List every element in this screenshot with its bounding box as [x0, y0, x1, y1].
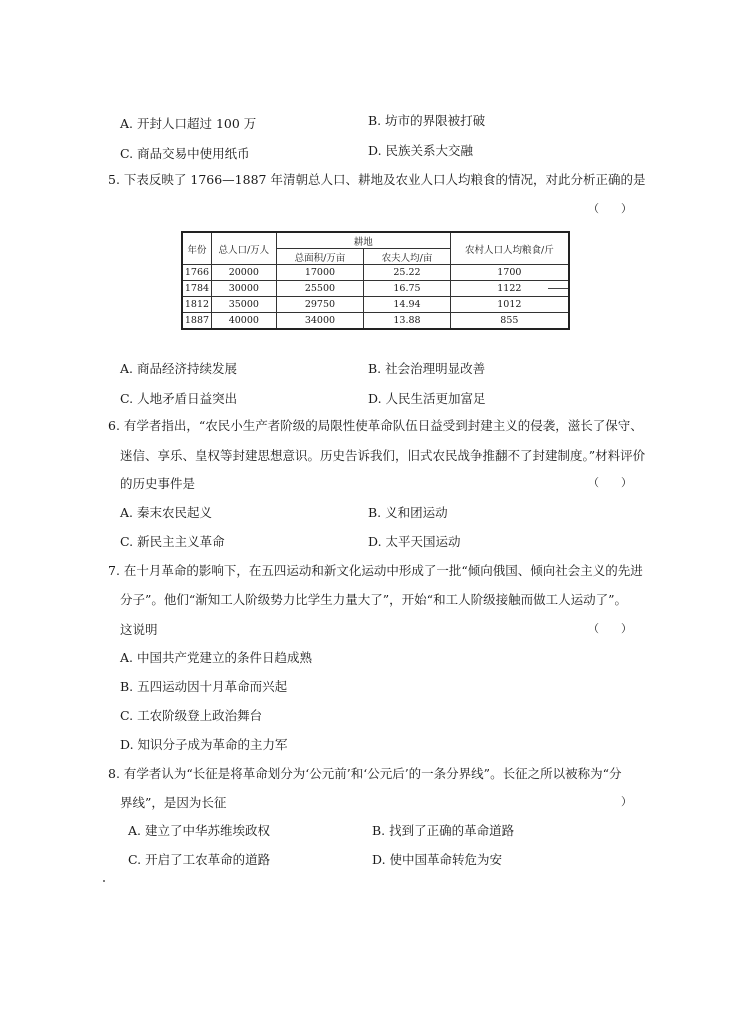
q7-option-d: D. 知识分子成为革命的主力军 [120, 737, 288, 752]
table-cell: 25.22 [364, 265, 451, 281]
q5-answer-paren: （ ） [588, 202, 632, 215]
q6-option-a: A. 秦末农民起义 [120, 505, 212, 520]
table-cell: 1812 [182, 297, 211, 313]
q5-option-b: B. 社会治理明显改善 [368, 361, 486, 376]
table-cell: 17000 [276, 265, 364, 281]
table-row [182, 281, 569, 297]
table-header-year: 年份 [182, 232, 211, 265]
q5-option-a: A. 商品经济持续发展 [120, 361, 237, 376]
q6-stem-line-3: 的历史事件是 [120, 476, 196, 491]
q4-option-d: D. 民族关系大交融 [368, 143, 474, 158]
q7-stem-line-2: 分子”。他们“渐知工人阶级势力比学生力量大了”，开始“和工人阶级接触而做工人运动了”。 [120, 592, 627, 607]
table-cell: 13.88 [364, 313, 451, 330]
q6-option-c: C. 新民主主义革命 [120, 534, 225, 549]
scan-dot [103, 880, 105, 882]
q4-option-a: A. 开封人口超过 100 万 [120, 116, 257, 131]
q8-answer-paren: ） [621, 795, 632, 808]
table-cell: 34000 [276, 313, 364, 330]
table-cell: 16.75 [364, 281, 451, 297]
q7-stem-line-3: 这说明 [120, 622, 158, 637]
q5-data-table [181, 231, 570, 330]
q5-option-c: C. 人地矛盾日益突出 [120, 391, 238, 406]
table-cell: 30000 [211, 281, 276, 297]
table-row [182, 265, 569, 281]
table-header-per-farmer: 农夫人均/亩 [364, 249, 451, 265]
q8-stem-line-2: 界线”，是因为长征 [120, 795, 227, 810]
table-header-grain: 农村人口人均粮食/斤 [450, 232, 569, 265]
table-cell: 1887 [182, 313, 211, 330]
q6-stem-line-1: 6. 有学者指出，“农民小生产者阶级的局限性使革命队伍日益受到封建主义的侵袭，滋长了保守、 [108, 418, 643, 433]
q6-option-d: D. 太平天国运动 [368, 534, 461, 549]
table-cell: 1766 [182, 265, 211, 281]
table-cell: 20000 [211, 265, 276, 281]
q6-stem-line-2: 迷信、享乐、皇权等封建思想意识。历史告诉我们，旧式农民战争推翻不了封建制度。”材料评价 [120, 448, 646, 463]
q8-stem-line-1: 8. 有学者认为“长征是将革命划分为‘公元前’和‘公元后’的一条分界线”。长征之所以被称为“分 [108, 766, 622, 781]
q7-option-b: B. 五四运动因十月革命而兴起 [120, 679, 288, 694]
table-cell: 35000 [211, 297, 276, 313]
table-cell: 1012 [450, 297, 569, 313]
table-cell: 29750 [276, 297, 364, 313]
table-header-population: 总人口/万人 [211, 232, 276, 265]
table-row [182, 297, 569, 313]
table-cell: 14.94 [364, 297, 451, 313]
table-row [182, 313, 569, 330]
table-cell: 25500 [276, 281, 364, 297]
q4-option-b: B. 坊市的界限被打破 [368, 113, 486, 128]
q8-option-c: C. 开启了工农革命的道路 [128, 852, 271, 867]
q7-stem-line-1: 7. 在十月革命的影响下，在五四运动和新文化运动中形成了一批“倾向俄国、倾向社会主义的先进 [108, 563, 643, 578]
scan-mark [548, 288, 568, 289]
q7-option-c: C. 工农阶级登上政治舞台 [120, 708, 263, 723]
q8-option-a: A. 建立了中华苏维埃政权 [128, 823, 270, 838]
q8-option-b: B. 找到了正确的革命道路 [372, 823, 515, 838]
table-cell: 1700 [450, 265, 569, 281]
q7-option-a: A. 中国共产党建立的条件日趋成熟 [120, 650, 312, 665]
q7-answer-paren: （ ） [588, 622, 632, 635]
table-header-farmland: 耕地 [276, 232, 450, 249]
q5-stem: 5. 下表反映了 1766—1887 年清朝总人口、耕地及农业人口人均粮食的情况，对此分析正确的是 [108, 172, 646, 187]
q6-option-b: B. 义和团运动 [368, 505, 448, 520]
q5-option-d: D. 人民生活更加富足 [368, 391, 486, 406]
table-cell: 1122 [450, 281, 569, 297]
table-header-total-area: 总面积/万亩 [276, 249, 364, 265]
table-cell: 40000 [211, 313, 276, 330]
table-cell: 855 [450, 313, 569, 330]
q4-option-c: C. 商品交易中使用纸币 [120, 146, 250, 161]
q6-answer-paren: （ ） [588, 476, 632, 489]
q8-option-d: D. 使中国革命转危为安 [372, 852, 503, 867]
table-cell: 1784 [182, 281, 211, 297]
